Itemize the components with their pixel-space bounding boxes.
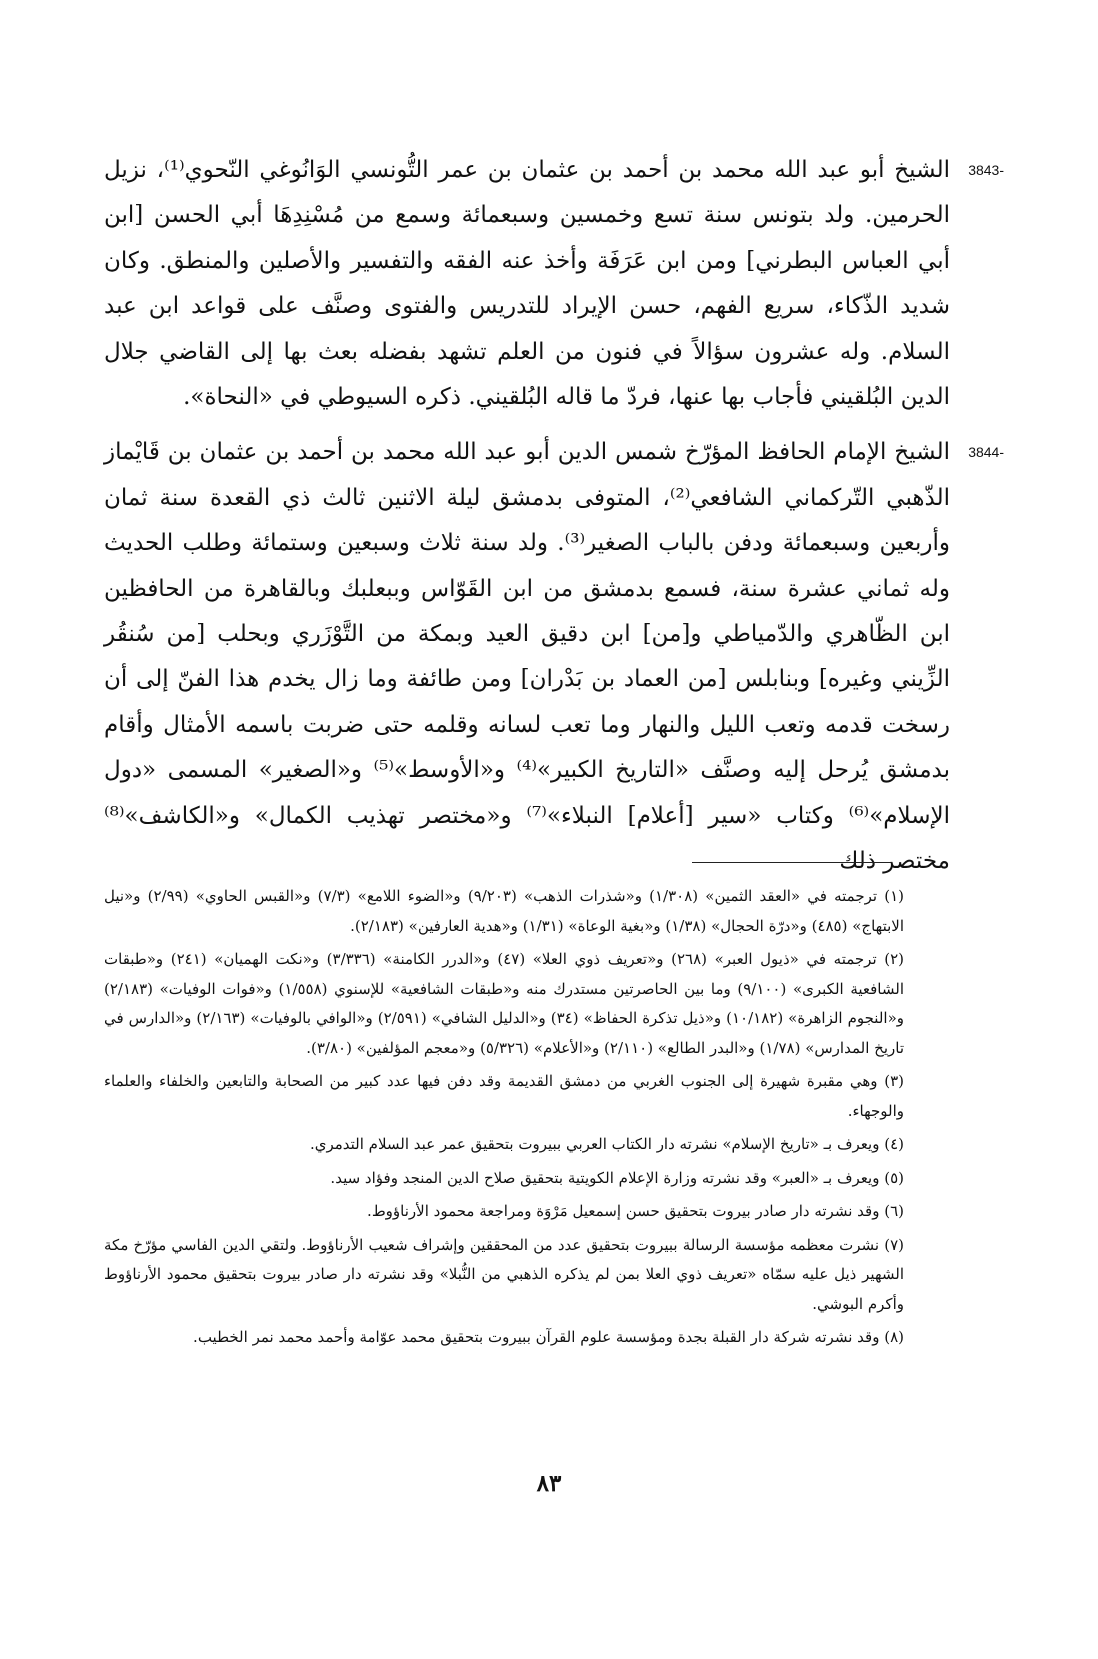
entry-3843 (104, 148, 1004, 420)
biography-entries (104, 148, 1004, 895)
footnote-4: (٤) ويعرف بـ «تاريخ الإسلام» نشرته دار الكتاب العربي ببيروت بتحقيق عمر عبد السلام التدمري. (309, 1135, 904, 1153)
entry-3844 (104, 430, 1004, 884)
entry-number: 3844- (968, 444, 1004, 461)
entry-text: الشيخ أبو عبد الله محمد بن أحمد بن عثمان بن عمر التُّونسي الوَانُوغي النّحوي⁽¹⁾، نزيل الحرمين. ولد بتونس سنة تسع وخمسين وسبعمائة وسمع من مُسْنِدِهَا أبي الحسن [ابن أبي العباس البطرني] ومن ابن عَرَفَة وأخذ عنه الفقه والتفسير والأصلين والمنطق. وكان شديد الذّكاء، سريع الفهم، حسن الإيراد للتدريس والفتوى وصنَّف على قواعد ابن عبد السلام. وله عشرون سؤالاً في فنون من العلم تشهد بفضله بعث بها إلى القاضي جلال الدين البُلقيني فأجاب بها عنها، فردّ ما قاله البُلقيني. ذكره السيوطي في «النحاة». (104, 157, 951, 411)
footnote-7: (٧) نشرت معظمه مؤسسة الرسالة ببيروت بتحقيق عدد من المحققين وإشراف شعيب الأرناؤوط. ولتقي الدين الفاسي مؤرّخ مكة الشهير ذيل عليه سمّاه «تعريف ذوي العلا بمن لم يذكره الذهبي من النُّبلا» وقد نشرته دار صادر بيروت بتحقيق محمود الأرناؤوط وأكرم البوشي. (104, 1235, 904, 1313)
entry-text: الشيخ الإمام الحافظ المؤرّخ شمس الدين أبو عبد الله محمد بن أحمد بن عثمان بن قَايْماز الذّهبي التّركماني الشافعي⁽²⁾، المتوفى بدمشق ليلة الاثنين ثالث ذي القعدة سنة ثمان وأربعين وسبعمائة ودفن بالباب الصغير⁽³⁾. ولد سنة ثلاث وسبعين وستمائة وطلب الحديث وله ثماني عشرة سنة، فسمع بدمشق من ابن القَوّاس وببعلبك وبالقاهرة من الحافظين ابن الظّاهري والدّمياطي و[من] ابن دقيق العيد وبمكة من التَّوْزَري وبحلب [من سُنقُر الزِّيني وغيره] وبنابلس [من العماد بن بَدْران] ومن طائفة وما زال يخدم هذا الفنّ إلى أن رسخت قدمه وتعب الليل والنهار وما تعب لسانه وقلمه حتى ضربت باسمه الأمثال وأقام بدمشق يُرحل إليه وصنَّف «التاريخ الكبير»⁽⁴⁾ و«الأوسط»⁽⁵⁾ و«الصغير» المسمى «دول الإسلام»⁽⁶⁾ وكتاب «سير [أعلام] النبلاء»⁽⁷⁾ و«مختصر تهذيب الكمال» و«الكاشف»⁽⁸⁾ مختصر ذلك (104, 439, 951, 875)
footnotes (104, 882, 904, 1357)
footnote-6: (٦) وقد نشرته دار صادر بيروت بتحقيق حسن إسمعيل مَرْوَة ومراجعة محمود الأرناؤوط. (367, 1202, 904, 1220)
footnote-8: (٨) وقد نشرته شركة دار القبلة بجدة ومؤسسة علوم القرآن ببيروت بتحقيق محمد عوّامة وأحمد محمد نمر الخطيب. (193, 1328, 904, 1346)
footnote-5: (٥) ويعرف بـ «العبر» وقد نشرته وزارة الإعلام الكويتية بتحقيق صلاح الدين المنجد وفؤاد سيد. (330, 1168, 904, 1187)
page-number: ٨٣ (536, 1470, 562, 1497)
footnote-separator (692, 862, 892, 863)
footnote-3: (٣) وهي مقبرة شهيرة إلى الجنوب الغربي من دمشق القديمة وقد دفن فيها عدد كبير من الصحابة والتابعين والخلفاء والعلماء والوجهاء. (104, 1072, 904, 1120)
footnote-2: (٢) ترجمته في «ذيول العبر» (٢٦٨) و«تعريف ذوي العلا» (٤٧) و«الدرر الكامنة» (٣/٣٣٦) و«نكت الهميان» (٢٤١) و«طبقات الشافعية الكبرى» (٩/١٠٠) وما بين الحاصرتين مستدرك منه و«طبقات الشافعية» للإسنوي (١/٥٥٨) و«فوات الوفيات» (٢/١٨٣) و«النجوم الزاهرة» (١٠/١٨٢) و«ذيل تذكرة الحفاظ» (٣٤) و«الدليل الشافي» (٢/٥٩١) و«الوافي بالوفيات» (٢/١٦٣) و«الدارس في تاريخ المدارس» (١/٧٨) و«البدر الطالع» (٢/١١٠) و«الأعلام» (٥/٣٢٦) و«معجم المؤلفين» (٣/٨٠). (104, 950, 905, 1057)
footnote-1: (١) ترجمته في «العقد الثمين» (١/٣٠٨) و«شذرات الذهب» (٩/٢٠٣) و«الضوء اللامع» (٧/٣) و«القبس الحاوي» (٢/٩٩) و«نيل الابتهاج» (٤٨٥) و«درّة الحجال» (١/٣٨) و«بغية الوعاة» (١/٣١) و«هدية العارفين» (٢/١٨٣). (104, 887, 904, 935)
entry-number: 3843- (968, 162, 1004, 178)
